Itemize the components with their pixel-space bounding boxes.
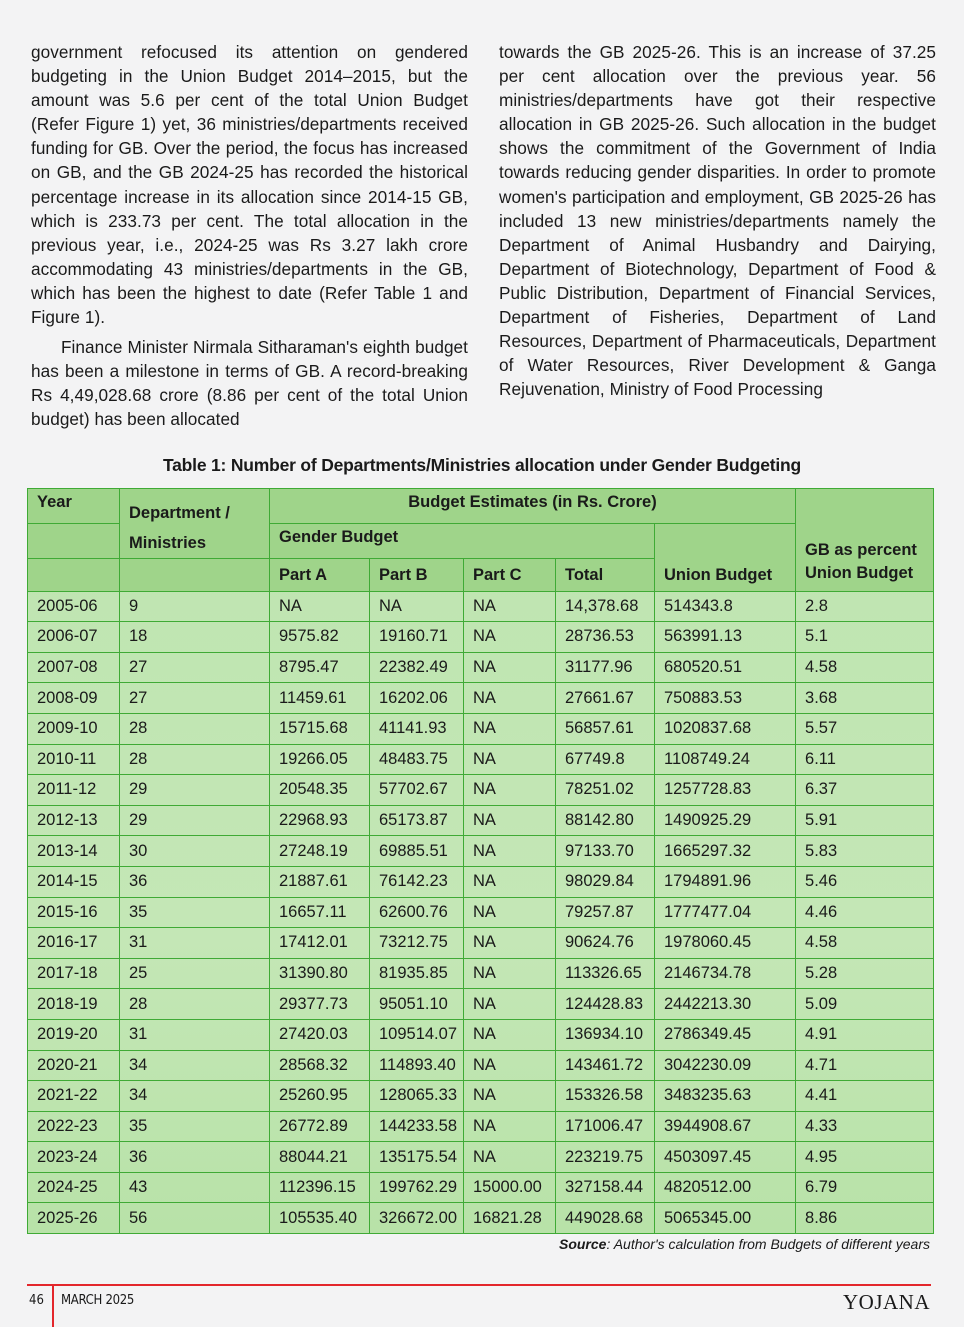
cell-part-b: 95051.10 [370,989,464,1020]
table-row [28,744,934,775]
cell-part-a: 112396.15 [270,1172,370,1203]
cell-part-a: 27420.03 [270,1019,370,1050]
cell-part-a: 16657.11 [270,897,370,928]
cell-part-c: NA [464,836,556,867]
cell-union-budget: 2146734.78 [655,958,796,989]
cell-part-c: NA [464,713,556,744]
cell-gb-percent: 2.8 [796,591,934,622]
table-title: Table 1: Number of Departments/Ministries allocation under Gender Budgeting [162,455,802,475]
cell-year: 2020-21 [28,1050,120,1081]
cell-department-count: 31 [120,928,270,959]
header-part-a: Part A [270,559,370,592]
cell-total: 143461.72 [556,1050,655,1081]
cell-union-budget: 680520.51 [655,652,796,683]
cell-part-c: NA [464,1050,556,1081]
cell-part-b: 22382.49 [370,652,464,683]
cell-part-b: 73212.75 [370,928,464,959]
table-body [28,591,934,1233]
table-row [28,713,934,744]
cell-department-count: 18 [120,622,270,653]
table-row [28,775,934,806]
cell-union-budget: 2786349.45 [655,1019,796,1050]
cell-part-c: NA [464,1081,556,1112]
table-row [28,1050,934,1081]
cell-part-c: NA [464,591,556,622]
table-row [28,1019,934,1050]
table-source-note [559,1236,930,1252]
cell-department-count: 31 [120,1019,270,1050]
cell-department-count: 27 [120,683,270,714]
cell-total: 113326.65 [556,958,655,989]
cell-union-budget: 3042230.09 [655,1050,796,1081]
table-row [28,1203,934,1234]
cell-part-a: 9575.82 [270,622,370,653]
cell-part-a: 8795.47 [270,652,370,683]
table-row [28,836,934,867]
cell-part-c: NA [464,1019,556,1050]
cell-gb-percent: 5.1 [796,622,934,653]
cell-part-c: NA [464,958,556,989]
cell-year: 2023-24 [28,1142,120,1173]
cell-department-count: 34 [120,1081,270,1112]
gender-budget-table [27,488,934,1234]
cell-gb-percent: 5.57 [796,713,934,744]
cell-department-count: 36 [120,1142,270,1173]
magazine-brand: YOJANA [843,1290,930,1314]
cell-part-a: 88044.21 [270,1142,370,1173]
table-row [28,652,934,683]
cell-part-c: NA [464,683,556,714]
header-gb-percent: GB as percent Union Budget [796,489,934,592]
cell-union-budget: 750883.53 [655,683,796,714]
cell-part-a: 27248.19 [270,836,370,867]
cell-gb-percent: 5.09 [796,989,934,1020]
cell-part-b: 69885.51 [370,836,464,867]
cell-gb-percent: 4.41 [796,1081,934,1112]
cell-part-a: 17412.01 [270,928,370,959]
cell-department-count: 29 [120,775,270,806]
cell-total: 97133.70 [556,836,655,867]
cell-part-c: NA [464,775,556,806]
cell-union-budget: 2442213.30 [655,989,796,1020]
footer-divider [52,1284,54,1327]
cell-total: 171006.47 [556,1111,655,1142]
cell-part-c: 15000.00 [464,1172,556,1203]
cell-part-b: 62600.76 [370,897,464,928]
cell-part-c: NA [464,1142,556,1173]
cell-year: 2014-15 [28,866,120,897]
header-part-c: Part C [464,559,556,592]
cell-part-b: 76142.23 [370,866,464,897]
article-right-column [499,40,936,401]
cell-department-count: 28 [120,989,270,1020]
source-text: : Author's calculation from Budgets of different years [606,1236,930,1252]
footer-rule [27,1284,931,1286]
cell-part-a: 105535.40 [270,1203,370,1234]
table-row [28,1172,934,1203]
cell-part-a: 22968.93 [270,805,370,836]
cell-year: 2011-12 [28,775,120,806]
table-row [28,989,934,1020]
cell-part-b: 144233.58 [370,1111,464,1142]
page-number: 46 [29,1293,44,1308]
header-empty [28,559,120,592]
cell-union-budget: 4503097.45 [655,1142,796,1173]
cell-total: 327158.44 [556,1172,655,1203]
cell-part-b: 16202.06 [370,683,464,714]
cell-total: 136934.10 [556,1019,655,1050]
cell-part-b: 65173.87 [370,805,464,836]
table-row [28,1081,934,1112]
cell-year: 2010-11 [28,744,120,775]
gender-budget-table-container [27,488,933,1234]
paragraph: government refocused its attention on gendered budgeting in the Union Budget 2014–2015, but the amount was 5.6 per cent of the total Union Budget (Refer Figure 1) yet, 36 ministries/departments received funding for GB. Over the period, the focus has increased on GB, and the GB 2024-25 has recorded the historical percentage increase in its allocation since 2014-15 GB, which is 233.73 per cent. The total allocation in the previous year, i.e., 2024-25 was Rs 3.27 lakh crore accommodating 43 ministries/departments in the GB, which has been the highest to date (Refer Table 1 and Figure 1). [31,42,468,328]
cell-total: 28736.53 [556,622,655,653]
table-row [28,1142,934,1173]
cell-part-b: 199762.29 [370,1172,464,1203]
cell-gb-percent: 4.91 [796,1019,934,1050]
cell-part-b: 57702.67 [370,775,464,806]
cell-department-count: 27 [120,652,270,683]
table-row [28,897,934,928]
cell-department-count: 28 [120,744,270,775]
cell-part-a: NA [270,591,370,622]
cell-year: 2012-13 [28,805,120,836]
cell-department-count: 36 [120,866,270,897]
cell-union-budget: 1777477.04 [655,897,796,928]
cell-total: 31177.96 [556,652,655,683]
cell-gb-percent: 5.46 [796,866,934,897]
cell-year: 2017-18 [28,958,120,989]
cell-gb-percent: 5.91 [796,805,934,836]
cell-department-count: 28 [120,713,270,744]
cell-union-budget: 3944908.67 [655,1111,796,1142]
cell-part-b: 326672.00 [370,1203,464,1234]
cell-gb-percent: 4.95 [796,1142,934,1173]
cell-part-a: 19266.05 [270,744,370,775]
cell-part-b: 128065.33 [370,1081,464,1112]
cell-union-budget: 1978060.45 [655,928,796,959]
header-union-budget: Union Budget [655,523,796,591]
header-empty [120,559,270,592]
cell-year: 2015-16 [28,897,120,928]
cell-total: 88142.80 [556,805,655,836]
cell-year: 2018-19 [28,989,120,1020]
cell-department-count: 9 [120,591,270,622]
cell-year: 2008-09 [28,683,120,714]
cell-year: 2009-10 [28,713,120,744]
issue-date: MARCH 2025 [61,1293,135,1308]
cell-gb-percent: 6.37 [796,775,934,806]
table-row [28,1111,934,1142]
cell-part-a: 28568.32 [270,1050,370,1081]
cell-gb-percent: 4.58 [796,652,934,683]
cell-year: 2006-07 [28,622,120,653]
cell-part-b: 135175.54 [370,1142,464,1173]
cell-gb-percent: 4.33 [796,1111,934,1142]
cell-part-c: NA [464,989,556,1020]
cell-part-b: NA [370,591,464,622]
cell-year: 2007-08 [28,652,120,683]
cell-year: 2021-22 [28,1081,120,1112]
cell-year: 2024-25 [28,1172,120,1203]
cell-gb-percent: 8.86 [796,1203,934,1234]
cell-department-count: 56 [120,1203,270,1234]
cell-part-b: 48483.75 [370,744,464,775]
cell-total: 449028.68 [556,1203,655,1234]
cell-part-b: 114893.40 [370,1050,464,1081]
cell-gb-percent: 4.71 [796,1050,934,1081]
cell-part-b: 81935.85 [370,958,464,989]
header-year: Year [28,489,120,524]
cell-gb-percent: 4.58 [796,928,934,959]
cell-total: 78251.02 [556,775,655,806]
cell-part-b: 109514.07 [370,1019,464,1050]
cell-part-a: 11459.61 [270,683,370,714]
cell-union-budget: 1665297.32 [655,836,796,867]
cell-part-a: 31390.80 [270,958,370,989]
cell-department-count: 35 [120,1111,270,1142]
cell-union-budget: 1257728.83 [655,775,796,806]
cell-total: 79257.87 [556,897,655,928]
paragraph: towards the GB 2025-26. This is an increase of 37.25 per cent allocation over the previous year. 56 ministries/departments have got their respective allocation in GB 2025-26. Such allocation in the budget shows the commitment of the Government of India towards reducing gender disparities. In order to promote women's participation and employment, GB 2025-26 has included 13 new ministries/departments namely the Department of Animal Husbandry and Dairying, Department of Biotechnology, Department of Food & Public Distribution, Department of Financial Services, Department of Fisheries, Department of Land Resources, Department of Pharmaceuticals, Department of Water Resources, River Development & Ganga Rejuvenation, Ministry of Food Processing [499,42,936,400]
cell-gb-percent: 6.79 [796,1172,934,1203]
cell-department-count: 34 [120,1050,270,1081]
article-left-column [31,40,468,432]
cell-part-c: NA [464,652,556,683]
cell-total: 223219.75 [556,1142,655,1173]
cell-union-budget: 3483235.63 [655,1081,796,1112]
cell-total: 56857.61 [556,713,655,744]
cell-part-c: NA [464,1111,556,1142]
cell-gb-percent: 6.11 [796,744,934,775]
header-budget-estimates: Budget Estimates (in Rs. Crore) [270,489,796,524]
cell-gb-percent: 4.46 [796,897,934,928]
cell-union-budget: 1490925.29 [655,805,796,836]
header-total: Total [556,559,655,592]
cell-year: 2025-26 [28,1203,120,1234]
cell-union-budget: 563991.13 [655,622,796,653]
header-department-ministries: Department / Ministries [120,489,270,559]
cell-gb-percent: 3.68 [796,683,934,714]
cell-part-c: NA [464,866,556,897]
header-gender-budget: Gender Budget [270,523,655,558]
cell-part-c: 16821.28 [464,1203,556,1234]
cell-part-a: 26772.89 [270,1111,370,1142]
table-row [28,866,934,897]
cell-total: 14,378.68 [556,591,655,622]
cell-part-c: NA [464,805,556,836]
header-empty [28,523,120,558]
cell-department-count: 25 [120,958,270,989]
cell-part-c: NA [464,622,556,653]
cell-union-budget: 1108749.24 [655,744,796,775]
table-row [28,928,934,959]
cell-department-count: 29 [120,805,270,836]
cell-total: 67749.8 [556,744,655,775]
cell-year: 2013-14 [28,836,120,867]
cell-union-budget: 514343.8 [655,591,796,622]
cell-union-budget: 4820512.00 [655,1172,796,1203]
cell-total: 90624.76 [556,928,655,959]
cell-part-a: 15715.68 [270,713,370,744]
paragraph: Finance Minister Nirmala Sitharaman's eighth budget has been a milestone in terms of GB. A record-breaking Rs 4,49,028.68 crore (8.86 per cent of the total Union budget) has been allocated [31,337,468,430]
source-label: Source [558,1236,607,1252]
cell-part-c: NA [464,744,556,775]
cell-union-budget: 1020837.68 [655,713,796,744]
cell-department-count: 35 [120,897,270,928]
header-part-b: Part B [370,559,464,592]
cell-part-a: 21887.61 [270,866,370,897]
table-row [28,683,934,714]
cell-part-a: 20548.35 [270,775,370,806]
table-row [28,805,934,836]
cell-part-b: 19160.71 [370,622,464,653]
cell-union-budget: 1794891.96 [655,866,796,897]
cell-department-count: 43 [120,1172,270,1203]
cell-part-c: NA [464,897,556,928]
table-row [28,622,934,653]
cell-gb-percent: 5.28 [796,958,934,989]
cell-total: 153326.58 [556,1081,655,1112]
table-row [28,591,934,622]
cell-part-a: 25260.95 [270,1081,370,1112]
cell-department-count: 30 [120,836,270,867]
table-row [28,958,934,989]
cell-year: 2016-17 [28,928,120,959]
cell-union-budget: 5065345.00 [655,1203,796,1234]
cell-total: 27661.67 [556,683,655,714]
cell-year: 2019-20 [28,1019,120,1050]
cell-gb-percent: 5.83 [796,836,934,867]
cell-part-c: NA [464,928,556,959]
cell-total: 124428.83 [556,989,655,1020]
cell-year: 2022-23 [28,1111,120,1142]
cell-part-a: 29377.73 [270,989,370,1020]
cell-part-b: 41141.93 [370,713,464,744]
cell-total: 98029.84 [556,866,655,897]
cell-year: 2005-06 [28,591,120,622]
